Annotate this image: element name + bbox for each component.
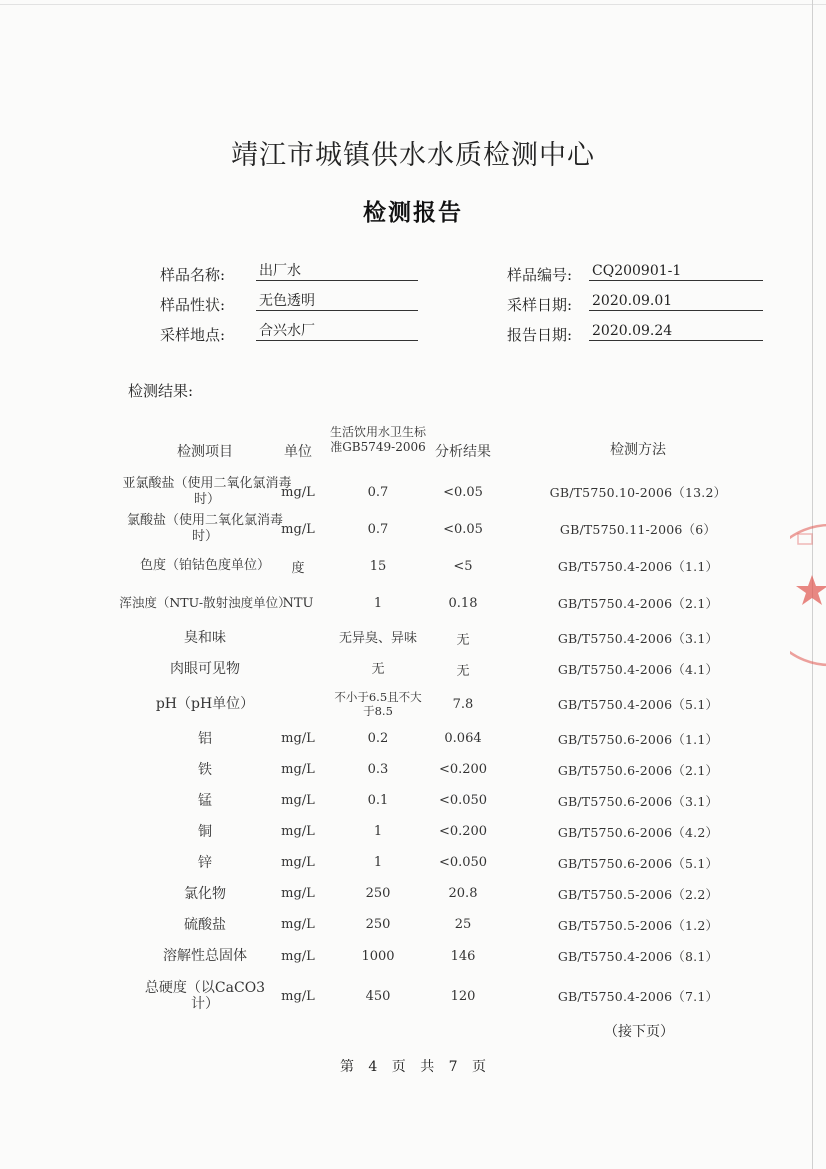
- row-method: GB/T5750.4-2006（3.1）: [557, 631, 719, 646]
- table-row: [118, 723, 758, 754]
- row-method: GB/T5750.4-2006（1.1）: [557, 559, 719, 574]
- organization-title: 靖江市城镇供水水质检测中心: [231, 140, 595, 171]
- row-unit: mg/L: [281, 886, 315, 901]
- row-unit: [268, 653, 328, 685]
- row-result: 0.18: [448, 595, 478, 611]
- table-row: [118, 816, 758, 847]
- sample-name-label: 样品名称:: [160, 266, 226, 284]
- sampling-date-label: 采样日期:: [507, 296, 573, 314]
- row-result: 7.8: [452, 696, 474, 712]
- seal-star: [796, 575, 826, 605]
- row-item: 总硬度（以CaCO3计）: [144, 980, 266, 1012]
- row-item: 铁: [198, 761, 212, 778]
- row-unit: mg/L: [281, 731, 315, 746]
- sample-state-label: 样品性状:: [160, 296, 226, 314]
- row-standard: 250: [365, 886, 391, 901]
- row-result: 120: [450, 988, 476, 1004]
- row-method: GB/T5750.5-2006（1.2）: [557, 917, 719, 933]
- row-standard: 0.7: [367, 484, 389, 500]
- table-row: [118, 653, 758, 685]
- row-item: 溶解性总固体: [163, 948, 247, 964]
- table-row: [118, 909, 758, 940]
- row-item: 氯化物: [184, 885, 226, 902]
- row-item: 亚氯酸盐（使用二氧化氯消毒时）: [122, 476, 292, 507]
- row-standard: 250: [365, 917, 391, 932]
- report-date-value: 2020.09.24: [589, 323, 763, 341]
- table-row: [118, 585, 758, 621]
- row-standard: 不小于6.5且不大于8.5: [334, 690, 422, 718]
- row-standard: 0.7: [367, 521, 389, 537]
- row-method: GB/T5750.6-2006（4.2）: [557, 824, 719, 840]
- row-unit: 度: [291, 560, 305, 576]
- row-result: <0.05: [443, 484, 483, 500]
- row-standard: 0.2: [367, 731, 389, 746]
- table-row: [118, 622, 758, 654]
- row-result: <5: [453, 558, 473, 574]
- row-unit: mg/L: [281, 521, 315, 537]
- row-result: 146: [450, 948, 476, 964]
- table-row: [118, 754, 758, 785]
- row-result: 0.064: [444, 731, 482, 746]
- row-result: <0.050: [438, 855, 488, 870]
- row-standard: 1000: [361, 948, 395, 964]
- row-item: 臭和味: [184, 630, 226, 646]
- row-result: <0.050: [438, 793, 488, 808]
- row-result: 无: [456, 632, 470, 648]
- row-item: 肉眼可见物: [170, 661, 240, 677]
- row-standard: 无: [371, 661, 385, 677]
- row-unit: mg/L: [281, 484, 315, 500]
- table-row: [118, 940, 758, 972]
- row-standard: 0.1: [367, 793, 389, 808]
- header-result: 分析结果: [435, 444, 491, 460]
- report-title: 检测报告: [363, 199, 463, 226]
- row-unit: mg/L: [281, 855, 315, 870]
- page-top-edge: [0, 4, 826, 5]
- row-method: GB/T5750.5-2006（2.2）: [557, 886, 719, 902]
- row-method: GB/T5750.4-2006（2.1）: [557, 596, 719, 611]
- row-unit: NTU: [282, 595, 314, 611]
- page-number: 第 4 页 共 7 页: [339, 1059, 487, 1075]
- row-standard: 1: [373, 855, 383, 870]
- sampling-site-value: 合兴水厂: [256, 323, 418, 341]
- table-row: [118, 878, 758, 909]
- row-item: 色度（铂钴色度单位）: [139, 558, 270, 573]
- continued-note: （接下页）: [604, 1024, 674, 1040]
- row-item: 硫酸盐: [184, 916, 226, 933]
- row-item: pH（pH单位）: [155, 696, 255, 712]
- row-method: GB/T5750.6-2006（1.1）: [557, 731, 719, 747]
- row-result: <0.200: [438, 824, 488, 839]
- row-result: 20.8: [448, 886, 478, 901]
- table-row: [118, 511, 758, 547]
- sample-state-value: 无色透明: [256, 293, 418, 311]
- row-standard: 15: [369, 558, 387, 574]
- row-result: 25: [454, 917, 472, 932]
- row-method: GB/T5750.10-2006（13.2）: [549, 485, 727, 500]
- seal-mark: [798, 534, 812, 544]
- seal-stamp: [790, 520, 826, 670]
- sampling-site-label: 采样地点:: [160, 326, 226, 344]
- row-unit: [268, 686, 328, 722]
- sampling-date-value: 2020.09.01: [589, 293, 763, 311]
- sample-name-value: 出厂水: [256, 263, 418, 281]
- row-unit: [268, 622, 328, 654]
- row-item: 铝: [198, 730, 212, 747]
- row-item: 浑浊度（NTU-散射浊度单位）: [119, 595, 291, 610]
- row-method: GB/T5750.6-2006（2.1）: [557, 762, 719, 778]
- row-method: GB/T5750.4-2006（8.1）: [557, 949, 719, 964]
- table-row: [118, 785, 758, 816]
- header-method: 检测方法: [610, 442, 666, 458]
- row-item: 铜: [198, 823, 212, 840]
- row-standard: 1: [373, 824, 383, 839]
- report-date-label: 报告日期:: [507, 326, 573, 344]
- table-row: [118, 686, 758, 722]
- row-standard: 1: [373, 595, 383, 611]
- row-unit: mg/L: [281, 824, 315, 839]
- row-item: 锌: [198, 854, 212, 871]
- header-unit: 单位: [284, 444, 312, 460]
- header-item: 检测项目: [177, 444, 233, 460]
- header-standard: 生活饮用水卫生标准GB5749-2006: [330, 425, 427, 454]
- row-result: <0.200: [438, 762, 488, 777]
- row-result: <0.05: [443, 521, 483, 537]
- row-standard: 450: [365, 988, 391, 1004]
- row-standard: 0.3: [367, 762, 389, 777]
- table-row: [118, 847, 758, 878]
- row-method: GB/T5750.4-2006（7.1）: [557, 989, 719, 1004]
- table-row: [118, 548, 758, 584]
- table-row: [118, 474, 758, 510]
- sample-number-label: 样品编号:: [507, 266, 573, 284]
- row-unit: mg/L: [281, 948, 315, 964]
- table-row: [118, 975, 758, 1017]
- row-unit: mg/L: [281, 762, 315, 777]
- sample-number-value: CQ200901-1: [589, 263, 763, 281]
- row-item: 锰: [198, 792, 212, 809]
- row-method: GB/T5750.11-2006（6）: [559, 522, 717, 537]
- row-unit: mg/L: [281, 793, 315, 808]
- row-method: GB/T5750.4-2006（4.1）: [557, 662, 719, 677]
- row-result: 无: [456, 663, 470, 679]
- row-unit: mg/L: [281, 917, 315, 932]
- row-method: GB/T5750.6-2006（3.1）: [557, 793, 719, 809]
- results-label: 检测结果:: [128, 382, 194, 400]
- row-method: GB/T5750.4-2006（5.1）: [557, 697, 719, 712]
- row-method: GB/T5750.6-2006（5.1）: [557, 855, 719, 871]
- row-standard: 无异臭、异味: [338, 630, 417, 646]
- row-item: 氯酸盐（使用二氧化氯消毒时）: [126, 513, 283, 544]
- row-unit: mg/L: [281, 988, 315, 1004]
